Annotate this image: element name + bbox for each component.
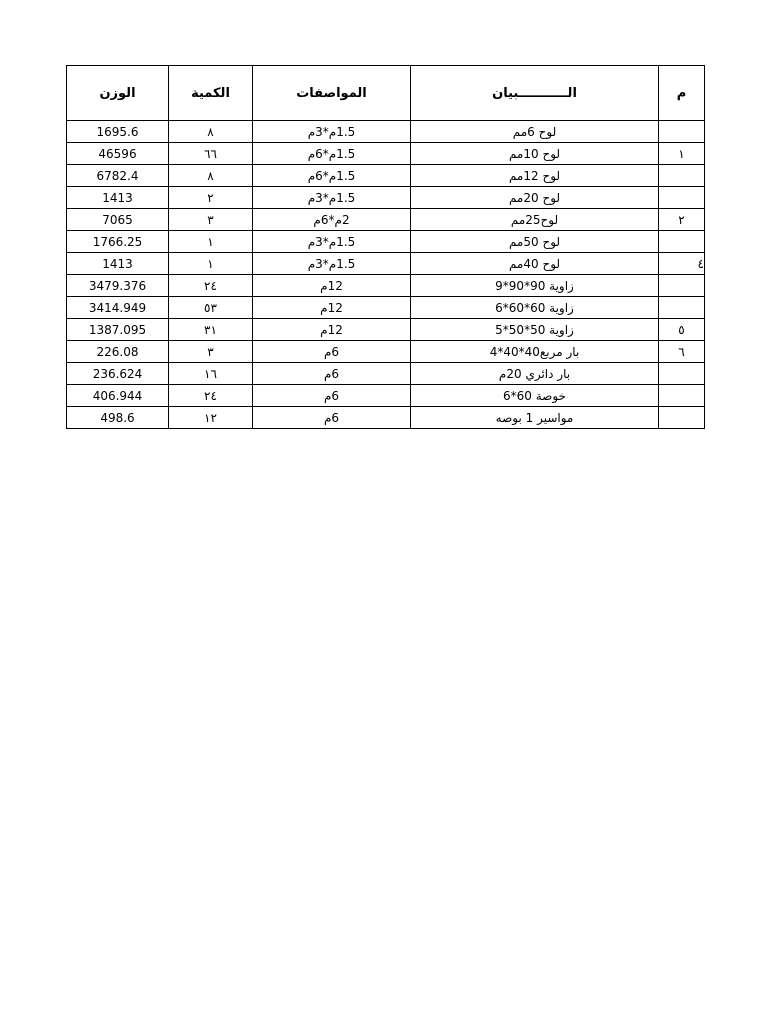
description-cell: خوصة 60*6 xyxy=(411,385,659,407)
index-cell xyxy=(659,231,705,253)
spec-cell: 1.5م*3م xyxy=(253,253,411,275)
weight-cell: 1695.6 xyxy=(67,121,169,143)
quantity-cell: ٨ xyxy=(169,121,253,143)
table-row xyxy=(67,341,705,363)
quantity-cell: ٨ xyxy=(169,165,253,187)
table-row xyxy=(67,275,705,297)
weight-cell: 406.944 xyxy=(67,385,169,407)
weight-cell: 1413 xyxy=(67,253,169,275)
spec-cell: 12م xyxy=(253,297,411,319)
table-row xyxy=(67,319,705,341)
index-cell: ٢ xyxy=(659,209,705,231)
index-cell xyxy=(659,297,705,319)
materials-table xyxy=(66,65,705,429)
description-cell: لوح 10مم xyxy=(411,143,659,165)
spec-cell: 6م xyxy=(253,363,411,385)
description-cell: لوح 40مم xyxy=(411,253,659,275)
table-row xyxy=(67,407,705,429)
description-cell: زاوية 60*60*6 xyxy=(411,297,659,319)
quantity-cell: ٣ xyxy=(169,341,253,363)
spec-cell: 12م xyxy=(253,319,411,341)
quantity-cell: ٢ xyxy=(169,187,253,209)
spec-cell: 1.5م*6م xyxy=(253,165,411,187)
table-row xyxy=(67,385,705,407)
header-weight: الوزن xyxy=(67,66,169,121)
index-cell: ٤ xyxy=(659,253,705,275)
quantity-cell: ٣ xyxy=(169,209,253,231)
table-body xyxy=(67,121,705,429)
description-cell: لوح 6مم xyxy=(411,121,659,143)
spec-cell: 1.5م*3م xyxy=(253,121,411,143)
weight-cell: 7065 xyxy=(67,209,169,231)
spec-cell: 2م*6م xyxy=(253,209,411,231)
index-cell xyxy=(659,187,705,209)
index-cell xyxy=(659,385,705,407)
header-index: م xyxy=(659,66,705,121)
spec-cell: 1.5م*6م xyxy=(253,143,411,165)
index-cell: ١ xyxy=(659,143,705,165)
index-cell xyxy=(659,275,705,297)
quantity-cell: ٣١ xyxy=(169,319,253,341)
weight-cell: 3479.376 xyxy=(67,275,169,297)
table-row xyxy=(67,121,705,143)
quantity-cell: ٥٣ xyxy=(169,297,253,319)
weight-cell: 236.624 xyxy=(67,363,169,385)
description-cell: بار دائري 20م xyxy=(411,363,659,385)
spec-cell: 1.5م*3م xyxy=(253,187,411,209)
table-row xyxy=(67,187,705,209)
weight-cell: 1413 xyxy=(67,187,169,209)
weight-cell: 6782.4 xyxy=(67,165,169,187)
index-cell xyxy=(659,407,705,429)
quantity-cell: ٢٤ xyxy=(169,385,253,407)
quantity-cell: ١ xyxy=(169,253,253,275)
header-description: الـــــــــــبيان xyxy=(411,66,659,121)
description-cell: لوح 50مم xyxy=(411,231,659,253)
weight-cell: 3414.949 xyxy=(67,297,169,319)
description-cell: لوح25مم xyxy=(411,209,659,231)
description-cell: زاوية 50*50*5 xyxy=(411,319,659,341)
table-row xyxy=(67,297,705,319)
description-cell: بار مربع40*40*4 xyxy=(411,341,659,363)
header-row xyxy=(67,66,705,121)
table-row xyxy=(67,143,705,165)
quantity-cell: ١٢ xyxy=(169,407,253,429)
table-row xyxy=(67,231,705,253)
spec-cell: 6م xyxy=(253,341,411,363)
index-cell: ٥ xyxy=(659,319,705,341)
spec-cell: 12م xyxy=(253,275,411,297)
quantity-cell: ٢٤ xyxy=(169,275,253,297)
index-cell: ٦ xyxy=(659,341,705,363)
weight-cell: 226.08 xyxy=(67,341,169,363)
description-cell: مواسير 1 بوصه xyxy=(411,407,659,429)
weight-cell: 1387.095 xyxy=(67,319,169,341)
description-cell: زاوية 90*90*9 xyxy=(411,275,659,297)
weight-cell: 46596 xyxy=(67,143,169,165)
spec-cell: 6م xyxy=(253,385,411,407)
spec-cell: 1.5م*3م xyxy=(253,231,411,253)
index-cell xyxy=(659,165,705,187)
description-cell: لوح 12مم xyxy=(411,165,659,187)
weight-cell: 498.6 xyxy=(67,407,169,429)
table-row xyxy=(67,209,705,231)
quantity-cell: ٦٦ xyxy=(169,143,253,165)
table-row xyxy=(67,165,705,187)
index-cell xyxy=(659,363,705,385)
quantity-cell: ١ xyxy=(169,231,253,253)
spec-cell: 6م xyxy=(253,407,411,429)
table-row xyxy=(67,253,705,275)
table-row xyxy=(67,363,705,385)
index-cell xyxy=(659,121,705,143)
weight-cell: 1766.25 xyxy=(67,231,169,253)
description-cell: لوح 20مم xyxy=(411,187,659,209)
header-specs: المواصفات xyxy=(253,66,411,121)
header-quantity: الكمية xyxy=(169,66,253,121)
quantity-cell: ١٦ xyxy=(169,363,253,385)
